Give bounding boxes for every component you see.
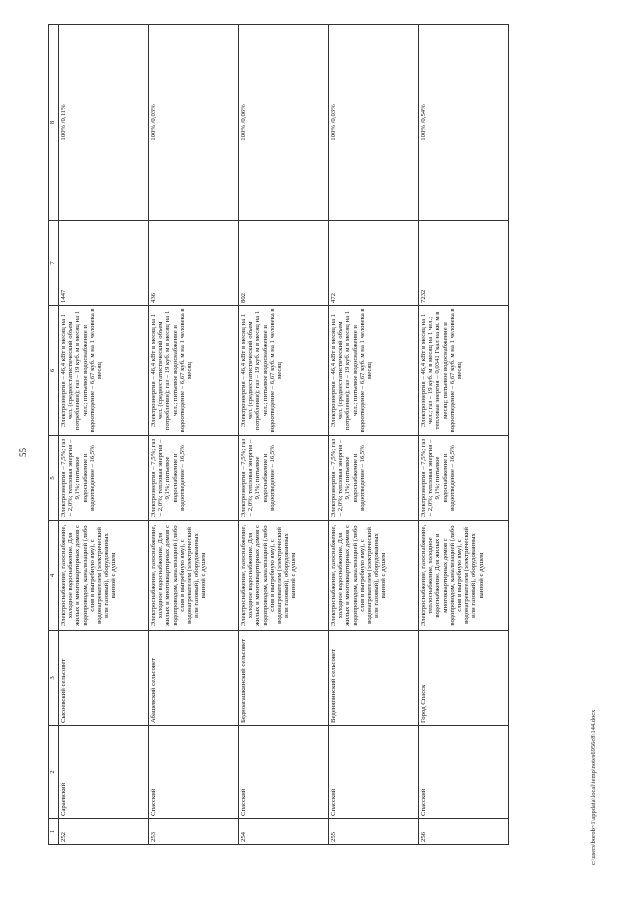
header-cell: 4 <box>49 521 59 631</box>
table-row <box>419 25 509 845</box>
share-cell: 100% /0,11% <box>59 25 149 221</box>
header-cell: 2 <box>49 726 59 819</box>
file-path-footer: c:\users\borob~1\appdata\local\temp\notes6956c8\144.docx <box>590 709 597 865</box>
municipality-cell: Город Спасск <box>419 631 509 726</box>
norms-cell: Электроэнергия – 46,4 кВт в месяц на 1 чел. (среднестатистический объем потребления); газ – 19 куб. м в месяц на 1 чел.; питьевое водоснабжение и водоотведение – 6,67 куб. м на 1 человека в месяц <box>329 306 419 436</box>
table-row <box>59 25 149 845</box>
population-cell: 7232 <box>419 221 509 306</box>
district-cell: Спасский <box>419 726 509 819</box>
municipality-cell: Сысоевский сельсовет <box>59 631 149 726</box>
row-number: 253 <box>149 819 239 845</box>
row-number: 256 <box>419 819 509 845</box>
district-cell: Сараевский <box>59 726 149 819</box>
share-cell: 100% /0,03% <box>149 25 239 221</box>
table-row <box>239 25 329 845</box>
rates-cell: Электроэнергия – 7,5%; газ – 2,0%; тепловая энергия – 9,1%; питьевое водоснабжение и водоотведение – 16,5% <box>149 436 239 521</box>
rates-cell: Электроэнергия – 7,5%; газ – 2,0%; тепловая энергия – 9,1%; питьевое водоснабжение и водоотведение – 16,5% <box>239 436 329 521</box>
rates-cell: Электроэнергия – 7,5%; газ – 2,0%; тепловая энергия – 9,1%; питьевое водоснабжение и водоотведение – 16,5% <box>329 436 419 521</box>
header-cell: 8 <box>49 25 59 221</box>
header-cell: 6 <box>49 306 59 436</box>
header-cell: 7 <box>49 221 59 306</box>
share-cell: 100% /0,03% <box>329 25 419 221</box>
row-number: 254 <box>239 819 329 845</box>
district-cell: Спасский <box>329 726 419 819</box>
page-number: 55 <box>18 448 28 457</box>
norms-cell: Электроэнергия – 46,4 кВт в месяц на 1 чел. (среднестатистический объем потребления); газ – 19 куб. м в месяц на 1 чел.; питьевое водоснабжение и водоотведение – 6,67 куб. м на 1 человека в месяц <box>59 306 149 436</box>
rates-cell: Электроэнергия – 7,5%; газ – 2,0%; тепловая энергия – 9,1%; питьевое водоснабжение и водоотведение – 16,5% <box>419 436 509 521</box>
services-cell: Электроснабжение, газоснабжение, холодное водоснабжение. Для жилых и многоквартирных домов с водопроводом, канализацией (либо слив в выгребную яму), с водонагревателем (электрический или газовый), оборудованных ванной с душем <box>239 521 329 631</box>
norms-cell: Электроэнергия – 46,4 кВт в месяц на 1 чел. (среднестатистический объем потребления); газ – 19 куб. м в месяц на 1 чел.; питьевое водоснабжение и водоотведение – 6,67 куб. м на 1 человека в месяц <box>239 306 329 436</box>
table-row <box>149 25 239 845</box>
header-row <box>49 25 59 845</box>
header-cell: 3 <box>49 631 59 726</box>
district-cell: Спасский <box>149 726 239 819</box>
municipality-cell: Бедноагашкинский сельсовет <box>239 631 329 726</box>
municipality-cell: Веденяпинский сельсовет <box>329 631 419 726</box>
norms-cell: Электроэнергия – 46,4 кВт в месяц на 1 чел. (среднестатистический объем потребления); газ – 19 куб. м в месяц на 1 чел.; питьевое водоснабжение и водоотведение – 6,67 куб. м на 1 человека в месяц <box>149 306 239 436</box>
population-cell: 1447 <box>59 221 149 306</box>
header-cell: 1 <box>49 819 59 845</box>
services-cell: Электроснабжение, газоснабжение, теплоснабжение, холодное водоснабжение. Для жилых и многоквартирных домов с водопроводом, канализацией (либо слив в выгребную яму), с водонагревателем (электрический или газовый), оборудованных ванной с душем <box>419 521 509 631</box>
row-number: 252 <box>59 819 149 845</box>
population-cell: 472 <box>329 221 419 306</box>
services-cell: Электроснабжение, газоснабжение, холодное водоснабжение. Для жилых и многоквартирных домов с водопроводом, канализацией (либо слив в выгребную яму), с водонагревателем (электрический или газовый), оборудованных ванной с душем <box>149 521 239 631</box>
share-cell: 100% /0,54% <box>419 25 509 221</box>
tariff-table <box>48 24 509 845</box>
norms-cell: Электроэнергия – 46,4 кВт в месяц на 1 чел.; газ – 19 куб. м в месяц на 1 чел.; тепловая энергия – 0,0341 Гкал на кв. м в месяц; питьевое водоснабжение и водоотведение – 6,67 куб. м на 1 человека в месяц <box>419 306 509 436</box>
population-cell: 436 <box>149 221 239 306</box>
rates-cell: Электроэнергия – 7,5%; газ – 2,0%; тепловая энергия – 9,1%; питьевое водоснабжение и водоотведение – 16,5% <box>59 436 149 521</box>
services-cell: Электроснабжение, газоснабжение, холодное водоснабжение. Для жилых и многоквартирных домов с водопроводом, канализацией (либо слив в выгребную яму), с водонагревателем (электрический или газовый), оборудованных ванной с душем <box>59 521 149 631</box>
population-cell: 802 <box>239 221 329 306</box>
header-cell: 5 <box>49 436 59 521</box>
municipality-cell: Абашевский сельсовет <box>149 631 239 726</box>
district-cell: Спасский <box>239 726 329 819</box>
services-cell: Электроснабжение, газоснабжение, холодное водоснабжение. Для жилых и многоквартирных домов с водопроводом, канализацией (либо слив в выгребную яму), с водонагревателем (электрический или газовый), оборудованных ванной с душем <box>329 521 419 631</box>
table-row <box>329 25 419 845</box>
row-number: 255 <box>329 819 419 845</box>
share-cell: 100% /0,06% <box>239 25 329 221</box>
